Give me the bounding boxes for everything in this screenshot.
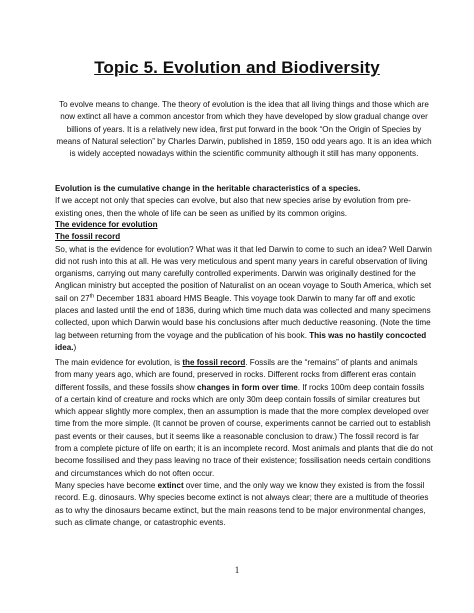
darwin-emphasis: This was no hastily concocted idea.: [55, 330, 427, 352]
ordinal-suffix: th: [89, 293, 95, 300]
definition-block: [55, 183, 433, 220]
changes-over-time-term: changes in form over time: [197, 382, 298, 392]
extinct-term: extinct: [157, 480, 184, 490]
page-title: Topic 5. Evolution and Biodiversity: [94, 58, 380, 77]
fossil-record-term: the fossil record: [182, 358, 246, 367]
darwin-paragraph-part1: So, what is the evidence for evolution? What was it that led Darwin to come to such an idea? Well Darwin did not rush into this at all. He was very meticulous and spent many years in careful observation of living organisms, carrying out many carefully controlled experiments. Darwin was originally destined for the Anglican ministry but accepted the position of Naturalist on an ocean voyage to South America, which set sail on 27: [55, 244, 432, 303]
subheading-fossil-record: The fossil record: [55, 232, 121, 242]
section-heading-evidence: The evidence for evolution: [55, 220, 158, 229]
fossil-text-1: The main evidence for evolution, is: [55, 358, 183, 367]
fossil-text-3: . Fossils are the “remains” of plants and animals from many years ago, which are found, preserved in rocks. Different rocks from different eras contain different fossils, and these fossils show: [55, 358, 418, 392]
definition-statement: Evolution is the cumulative change in the heritable characteristics of a species.: [55, 184, 361, 193]
page-number: 1: [234, 565, 240, 575]
fossil-text-5: . If rocks 100m deep contain fossils of a certain kind of creature and rocks which are only 30m deep contain fossils of similar creatures but which appear slightly more complex, then an assumption is made that the more complex developed over time from the more simple. (It cannot be proven of course, experiments cannot be carried out to establish past events or their causes, but it seems like a reasonable conclusion to draw.) The fossil record is far from a complete picture of life on earth; it is an incomplete record. Most animals and plants that die do not become fossilised and they pass leaving no trace of their existence; fossilisation needs certain conditions and circumstances which do not often occur.: [55, 382, 433, 478]
intro-paragraph: To evolve means to change. The theory of evolution is the idea that all living things and those which are now extinct all have a common ancestor from which they have developed by slow gradual change over billions of years. It is a relatively new idea, first put forward in the book “On the Origin of Species by means of Natural selection” by Charles Darwin, published in 1859, 150 odd years ago. It is an idea which is widely accepted nowadays within the scientific community although it still has many opponents.: [56, 100, 432, 159]
fossil-text-6: Many species have become: [55, 480, 158, 490]
evidence-section: [55, 219, 433, 354]
fossil-paragraph: [55, 357, 433, 529]
fossil-text-8: over time, and the only way we know they existed is from the fossil record. E.g. dinosaurs. Why species become extinct is not always clear; there are a multitude of theories as to why the dinosaurs became extinct, but the main reasons tend to be major environmental changes, such as climate change, or catastrophic events.: [55, 480, 429, 527]
darwin-paragraph-part2: December 1831 aboard HMS Beagle. This voyage took Darwin to many far off and exotic places and lasted until the end of 1836, during which time much data was collected and many specimens collected, upon which Darwin would base his conclusions after much deductive reasoning. (Note the time lag between returning from the voyage and the publication of his book. This was no hastily concocted idea.): [55, 293, 431, 352]
definition-followup: If we accept not only that species can evolve, but also that new species arise by evolution from pre-existing ones, then the whole of life can be seen as unified by its common origins.: [55, 196, 411, 218]
